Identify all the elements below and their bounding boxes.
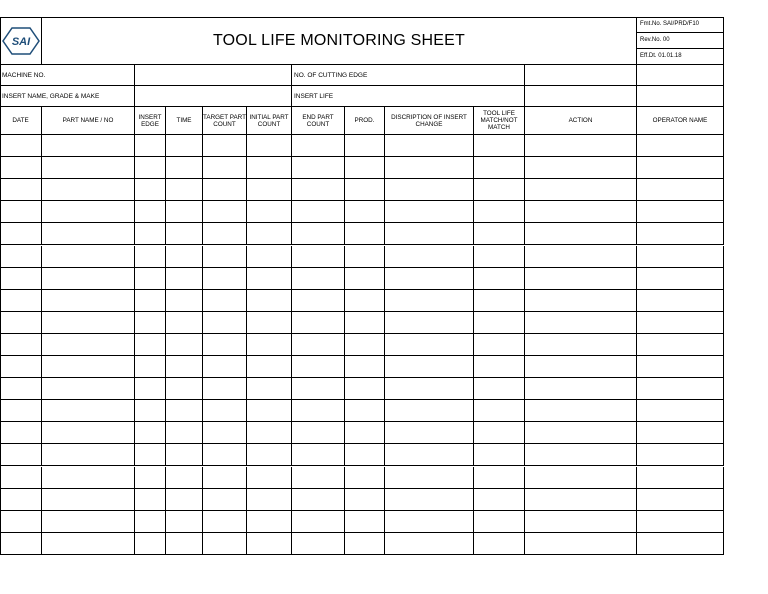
table-cell-end-part-count[interactable]: [292, 223, 345, 245]
table-cell-part-name[interactable]: [42, 312, 135, 334]
table-cell-prod[interactable]: [345, 467, 385, 489]
table-cell-insert-change-description[interactable]: [385, 533, 474, 555]
table-cell-target-part-count[interactable]: [203, 533, 247, 555]
table-cell-part-name[interactable]: [42, 400, 135, 422]
table-cell-date[interactable]: [0, 533, 42, 555]
table-cell-prod[interactable]: [345, 246, 385, 268]
table-cell-insert-change-description[interactable]: [385, 312, 474, 334]
table-cell-insert-change-description[interactable]: [385, 489, 474, 511]
table-cell-operator-name[interactable]: [637, 246, 724, 268]
table-cell-time[interactable]: [166, 400, 203, 422]
table-cell-insert-change-description[interactable]: [385, 444, 474, 466]
table-cell-insert-edge[interactable]: [135, 422, 166, 444]
table-cell-prod[interactable]: [345, 400, 385, 422]
table-cell-insert-change-description[interactable]: [385, 179, 474, 201]
table-cell-insert-change-description[interactable]: [385, 467, 474, 489]
table-cell-prod[interactable]: [345, 444, 385, 466]
table-cell-action[interactable]: [525, 334, 637, 356]
table-cell-end-part-count[interactable]: [292, 312, 345, 334]
table-cell-part-name[interactable]: [42, 533, 135, 555]
table-cell-initial-part-count[interactable]: [247, 444, 292, 466]
table-cell-insert-change-description[interactable]: [385, 290, 474, 312]
table-cell-tool-life-match[interactable]: [474, 135, 525, 157]
table-cell-date[interactable]: [0, 511, 42, 533]
table-cell-action[interactable]: [525, 135, 637, 157]
table-cell-operator-name[interactable]: [637, 467, 724, 489]
table-cell-date[interactable]: [0, 223, 42, 245]
table-cell-target-part-count[interactable]: [203, 400, 247, 422]
table-cell-initial-part-count[interactable]: [247, 223, 292, 245]
table-cell-date[interactable]: [0, 312, 42, 334]
table-cell-action[interactable]: [525, 223, 637, 245]
table-cell-action[interactable]: [525, 268, 637, 290]
table-cell-prod[interactable]: [345, 489, 385, 511]
table-cell-date[interactable]: [0, 268, 42, 290]
table-cell-initial-part-count[interactable]: [247, 400, 292, 422]
table-cell-end-part-count[interactable]: [292, 489, 345, 511]
insert-name-field[interactable]: [135, 86, 292, 107]
sai-logo-icon: [2, 27, 40, 55]
table-cell-prod[interactable]: [345, 334, 385, 356]
table-cell-part-name[interactable]: [42, 135, 135, 157]
insert-life-field[interactable]: [525, 86, 637, 107]
table-cell-tool-life-match[interactable]: [474, 201, 525, 223]
effective-date: Eff.Dt. 01.01.18: [637, 49, 724, 65]
table-cell-insert-edge[interactable]: [135, 467, 166, 489]
table-cell-end-part-count[interactable]: [292, 378, 345, 400]
table-cell-insert-edge[interactable]: [135, 378, 166, 400]
table-cell-tool-life-match[interactable]: [474, 467, 525, 489]
table-cell-insert-edge[interactable]: [135, 334, 166, 356]
table-cell-operator-name[interactable]: [637, 290, 724, 312]
column-header-prod: PROD.: [345, 107, 385, 135]
table-cell-action[interactable]: [525, 246, 637, 268]
table-cell-insert-change-description[interactable]: [385, 356, 474, 378]
table-cell-tool-life-match[interactable]: [474, 290, 525, 312]
table-cell-target-part-count[interactable]: [203, 179, 247, 201]
table-cell-date[interactable]: [0, 467, 42, 489]
table-cell-action[interactable]: [525, 533, 637, 555]
table-cell-tool-life-match[interactable]: [474, 378, 525, 400]
column-header-insert-change-description: DISCRIPTION OF INSERT CHANGE: [385, 107, 474, 135]
table-cell-target-part-count[interactable]: [203, 511, 247, 533]
table-cell-initial-part-count[interactable]: [247, 533, 292, 555]
machine-no-field[interactable]: [135, 65, 292, 86]
table-cell-end-part-count[interactable]: [292, 268, 345, 290]
table-cell-initial-part-count[interactable]: [247, 334, 292, 356]
table-cell-insert-edge[interactable]: [135, 223, 166, 245]
table-cell-time[interactable]: [166, 201, 203, 223]
page-title: TOOL LIFE MONITORING SHEET: [42, 17, 637, 65]
table-cell-prod[interactable]: [345, 511, 385, 533]
table-cell-target-part-count[interactable]: [203, 157, 247, 179]
insert-life-label: INSERT LIFE: [292, 86, 525, 107]
table-cell-insert-edge[interactable]: [135, 246, 166, 268]
table-cell-date[interactable]: [0, 356, 42, 378]
table-cell-action[interactable]: [525, 179, 637, 201]
table-cell-operator-name[interactable]: [637, 135, 724, 157]
table-cell-insert-edge[interactable]: [135, 489, 166, 511]
table-cell-end-part-count[interactable]: [292, 356, 345, 378]
table-cell-target-part-count[interactable]: [203, 290, 247, 312]
machine-no-label: MACHINE NO.: [0, 65, 135, 86]
table-cell-end-part-count[interactable]: [292, 135, 345, 157]
column-header-time: TIME: [166, 107, 203, 135]
table-cell-insert-change-description[interactable]: [385, 400, 474, 422]
column-header-target-part-count: TARGET PART COUNT: [203, 107, 247, 135]
table-cell-target-part-count[interactable]: [203, 378, 247, 400]
table-cell-part-name[interactable]: [42, 511, 135, 533]
column-header-action: ACTION: [525, 107, 637, 135]
table-cell-initial-part-count[interactable]: [247, 179, 292, 201]
insert-name-label: INSERT NAME, GRADE & MAKE: [0, 86, 135, 107]
table-cell-initial-part-count[interactable]: [247, 422, 292, 444]
column-header-initial-part-count: INITIAL PART COUNT: [247, 107, 292, 135]
table-cell-operator-name[interactable]: [637, 533, 724, 555]
table-cell-target-part-count[interactable]: [203, 201, 247, 223]
table-cell-operator-name[interactable]: [637, 378, 724, 400]
table-cell-insert-edge[interactable]: [135, 157, 166, 179]
table-cell-prod[interactable]: [345, 290, 385, 312]
table-cell-insert-edge[interactable]: [135, 356, 166, 378]
table-cell-end-part-count[interactable]: [292, 290, 345, 312]
column-header-insert-edge: INSERT EDGE: [135, 107, 166, 135]
table-cell-insert-edge[interactable]: [135, 533, 166, 555]
table-cell-action[interactable]: [525, 400, 637, 422]
table-cell-part-name[interactable]: [42, 223, 135, 245]
table-cell-insert-edge[interactable]: [135, 201, 166, 223]
table-cell-tool-life-match[interactable]: [474, 400, 525, 422]
table-cell-action[interactable]: [525, 201, 637, 223]
table-cell-target-part-count[interactable]: [203, 223, 247, 245]
table-cell-tool-life-match[interactable]: [474, 444, 525, 466]
table-cell-insert-edge[interactable]: [135, 179, 166, 201]
table-cell-end-part-count[interactable]: [292, 511, 345, 533]
table-cell-action[interactable]: [525, 444, 637, 466]
table-cell-date[interactable]: [0, 179, 42, 201]
table-cell-operator-name[interactable]: [637, 179, 724, 201]
table-cell-operator-name[interactable]: [637, 422, 724, 444]
table-cell-insert-edge[interactable]: [135, 511, 166, 533]
table-cell-initial-part-count[interactable]: [247, 268, 292, 290]
table-cell-target-part-count[interactable]: [203, 135, 247, 157]
table-cell-date[interactable]: [0, 135, 42, 157]
table-cell-time[interactable]: [166, 268, 203, 290]
table-cell-tool-life-match[interactable]: [474, 179, 525, 201]
revision-number: Rev.No. 00: [637, 33, 724, 49]
table-cell-action[interactable]: [525, 157, 637, 179]
table-cell-tool-life-match[interactable]: [474, 422, 525, 444]
table-cell-target-part-count[interactable]: [203, 334, 247, 356]
table-cell-time[interactable]: [166, 511, 203, 533]
table-cell-tool-life-match[interactable]: [474, 312, 525, 334]
table-cell-prod[interactable]: [345, 378, 385, 400]
table-cell-tool-life-match[interactable]: [474, 489, 525, 511]
table-cell-time[interactable]: [166, 356, 203, 378]
table-cell-insert-change-description[interactable]: [385, 135, 474, 157]
table-cell-tool-life-match[interactable]: [474, 334, 525, 356]
table-cell-operator-name[interactable]: [637, 356, 724, 378]
table-cell-insert-change-description[interactable]: [385, 246, 474, 268]
table-cell-prod[interactable]: [345, 135, 385, 157]
table-cell-operator-name[interactable]: [637, 444, 724, 466]
table-cell-date[interactable]: [0, 290, 42, 312]
table-cell-tool-life-match[interactable]: [474, 533, 525, 555]
logo-cell: [0, 17, 42, 65]
logo-text: SAI: [11, 35, 30, 48]
column-header-part-name: PART NAME / NO: [42, 107, 135, 135]
table-cell-date[interactable]: [0, 201, 42, 223]
table-cell-end-part-count[interactable]: [292, 533, 345, 555]
table-cell-insert-edge[interactable]: [135, 312, 166, 334]
table-cell-target-part-count[interactable]: [203, 356, 247, 378]
table-cell-insert-change-description[interactable]: [385, 334, 474, 356]
table-cell-end-part-count[interactable]: [292, 467, 345, 489]
table-cell-time[interactable]: [166, 179, 203, 201]
table-cell-prod[interactable]: [345, 356, 385, 378]
table-cell-prod[interactable]: [345, 312, 385, 334]
table-cell-tool-life-match[interactable]: [474, 157, 525, 179]
table-cell-date[interactable]: [0, 246, 42, 268]
table-cell-insert-edge[interactable]: [135, 268, 166, 290]
table-cell-part-name[interactable]: [42, 444, 135, 466]
table-cell-initial-part-count[interactable]: [247, 356, 292, 378]
table-cell-action[interactable]: [525, 467, 637, 489]
table-cell-time[interactable]: [166, 223, 203, 245]
table-cell-target-part-count[interactable]: [203, 422, 247, 444]
table-cell-date[interactable]: [0, 334, 42, 356]
table-cell-initial-part-count[interactable]: [247, 135, 292, 157]
table-cell-prod[interactable]: [345, 533, 385, 555]
table-cell-part-name[interactable]: [42, 422, 135, 444]
table-cell-date[interactable]: [0, 489, 42, 511]
table-cell-prod[interactable]: [345, 268, 385, 290]
table-cell-time[interactable]: [166, 246, 203, 268]
table-cell-insert-edge[interactable]: [135, 444, 166, 466]
table-cell-end-part-count[interactable]: [292, 157, 345, 179]
table-cell-initial-part-count[interactable]: [247, 489, 292, 511]
table-cell-prod[interactable]: [345, 201, 385, 223]
column-header-tool-life-match: TOOL LIFE MATCH/NOT MATCH: [474, 107, 525, 135]
table-cell-initial-part-count[interactable]: [247, 312, 292, 334]
table-cell-initial-part-count[interactable]: [247, 378, 292, 400]
table-cell-tool-life-match[interactable]: [474, 356, 525, 378]
table-cell-end-part-count[interactable]: [292, 201, 345, 223]
table-cell-target-part-count[interactable]: [203, 444, 247, 466]
column-header-end-part-count: END PART COUNT: [292, 107, 345, 135]
info-blank-cell: [637, 86, 724, 107]
table-cell-insert-edge[interactable]: [135, 400, 166, 422]
table-cell-target-part-count[interactable]: [203, 489, 247, 511]
table-cell-insert-change-description[interactable]: [385, 223, 474, 245]
table-cell-part-name[interactable]: [42, 179, 135, 201]
table-cell-end-part-count[interactable]: [292, 334, 345, 356]
table-cell-insert-edge[interactable]: [135, 290, 166, 312]
table-cell-end-part-count[interactable]: [292, 246, 345, 268]
table-cell-time[interactable]: [166, 290, 203, 312]
table-cell-target-part-count[interactable]: [203, 246, 247, 268]
table-cell-tool-life-match[interactable]: [474, 511, 525, 533]
table-cell-operator-name[interactable]: [637, 223, 724, 245]
table-cell-date[interactable]: [0, 444, 42, 466]
table-cell-date[interactable]: [0, 400, 42, 422]
table-cell-insert-change-description[interactable]: [385, 268, 474, 290]
table-cell-time[interactable]: [166, 312, 203, 334]
tool-life-sheet: [0, 17, 768, 577]
table-cell-insert-change-description[interactable]: [385, 201, 474, 223]
table-cell-part-name[interactable]: [42, 467, 135, 489]
table-cell-action[interactable]: [525, 422, 637, 444]
table-cell-operator-name[interactable]: [637, 268, 724, 290]
table-cell-part-name[interactable]: [42, 489, 135, 511]
table-cell-end-part-count[interactable]: [292, 444, 345, 466]
column-header-operator-name: OPERATOR NAME: [637, 107, 724, 135]
table-cell-operator-name[interactable]: [637, 511, 724, 533]
table-cell-operator-name[interactable]: [637, 312, 724, 334]
table-cell-time[interactable]: [166, 378, 203, 400]
table-cell-end-part-count[interactable]: [292, 179, 345, 201]
table-cell-initial-part-count[interactable]: [247, 246, 292, 268]
table-cell-prod[interactable]: [345, 422, 385, 444]
table-cell-operator-name[interactable]: [637, 400, 724, 422]
table-cell-action[interactable]: [525, 511, 637, 533]
table-cell-insert-change-description[interactable]: [385, 422, 474, 444]
table-cell-date[interactable]: [0, 157, 42, 179]
table-cell-tool-life-match[interactable]: [474, 223, 525, 245]
table-cell-action[interactable]: [525, 378, 637, 400]
table-cell-operator-name[interactable]: [637, 201, 724, 223]
table-cell-target-part-count[interactable]: [203, 467, 247, 489]
table-cell-time[interactable]: [166, 334, 203, 356]
table-cell-initial-part-count[interactable]: [247, 290, 292, 312]
table-cell-prod[interactable]: [345, 157, 385, 179]
table-cell-initial-part-count[interactable]: [247, 201, 292, 223]
table-cell-action[interactable]: [525, 312, 637, 334]
info-blank-cell: [637, 65, 724, 86]
table-cell-time[interactable]: [166, 489, 203, 511]
cutting-edge-label: NO. OF CUTTING EDGE: [292, 65, 525, 86]
table-cell-prod[interactable]: [345, 223, 385, 245]
table-cell-part-name[interactable]: [42, 356, 135, 378]
table-cell-end-part-count[interactable]: [292, 422, 345, 444]
table-cell-part-name[interactable]: [42, 268, 135, 290]
table-cell-part-name[interactable]: [42, 201, 135, 223]
table-cell-time[interactable]: [166, 422, 203, 444]
table-cell-part-name[interactable]: [42, 157, 135, 179]
table-cell-operator-name[interactable]: [637, 334, 724, 356]
table-cell-part-name[interactable]: [42, 290, 135, 312]
table-cell-tool-life-match[interactable]: [474, 246, 525, 268]
table-cell-time[interactable]: [166, 444, 203, 466]
table-cell-time[interactable]: [166, 135, 203, 157]
table-cell-end-part-count[interactable]: [292, 400, 345, 422]
table-cell-initial-part-count[interactable]: [247, 157, 292, 179]
table-cell-insert-change-description[interactable]: [385, 157, 474, 179]
table-cell-date[interactable]: [0, 422, 42, 444]
table-cell-target-part-count[interactable]: [203, 312, 247, 334]
table-cell-target-part-count[interactable]: [203, 268, 247, 290]
cutting-edge-field[interactable]: [525, 65, 637, 86]
table-cell-operator-name[interactable]: [637, 157, 724, 179]
table-cell-action[interactable]: [525, 489, 637, 511]
format-number: Fmt.No. SAI/PRD/F10: [637, 17, 724, 33]
table-cell-part-name[interactable]: [42, 334, 135, 356]
column-header-date: DATE: [0, 107, 42, 135]
table-cell-action[interactable]: [525, 290, 637, 312]
table-cell-part-name[interactable]: [42, 246, 135, 268]
table-cell-tool-life-match[interactable]: [474, 268, 525, 290]
table-cell-initial-part-count[interactable]: [247, 467, 292, 489]
table-cell-insert-edge[interactable]: [135, 135, 166, 157]
table-cell-time[interactable]: [166, 467, 203, 489]
table-cell-action[interactable]: [525, 356, 637, 378]
table-cell-time[interactable]: [166, 157, 203, 179]
table-cell-initial-part-count[interactable]: [247, 511, 292, 533]
table-cell-insert-change-description[interactable]: [385, 511, 474, 533]
table-cell-part-name[interactable]: [42, 378, 135, 400]
table-cell-prod[interactable]: [345, 179, 385, 201]
table-cell-time[interactable]: [166, 533, 203, 555]
table-cell-date[interactable]: [0, 378, 42, 400]
table-cell-operator-name[interactable]: [637, 489, 724, 511]
table-cell-insert-change-description[interactable]: [385, 378, 474, 400]
